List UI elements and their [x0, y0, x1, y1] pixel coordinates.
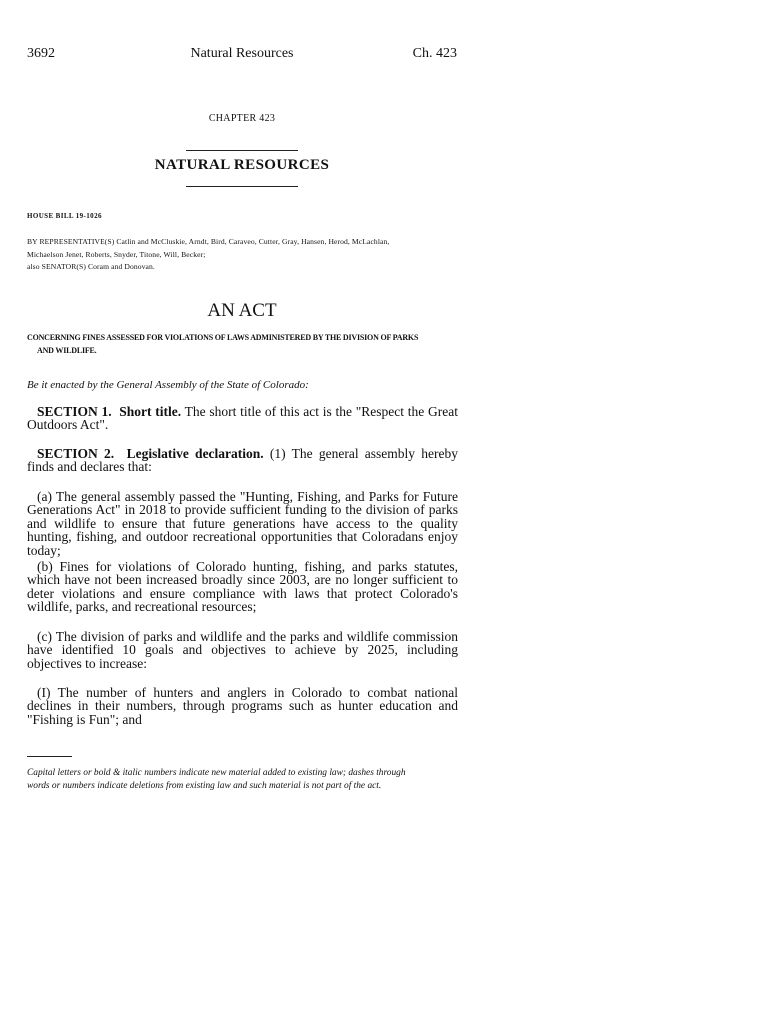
title-rule-bottom: [186, 186, 298, 187]
paragraph-b: [27, 560, 458, 614]
paragraph-c: [27, 630, 458, 670]
page-number: 3692: [27, 46, 55, 61]
paragraph-a: [27, 490, 458, 557]
section-label: SECTION 2.: [37, 446, 115, 461]
enacting-clause: Be it enacted by the General Assembly of the State of Colorado:: [27, 379, 309, 391]
footnote-rule: [27, 756, 72, 757]
paragraph-text: (a) The general assembly passed the "Hunting, Fishing, and Parks for Future Generations Act" in 2018 to provide sufficient funding to the division of parks and wildlife to ensure that future generations have access to the quality hunting, fishing, and outdoor recreational opportunities that Coloradans enjoy today;: [27, 489, 458, 558]
bill-number: HOUSE BILL 19-1026: [27, 212, 102, 220]
section-text: The short title of this act is the "Respect the Great Outdoors Act".: [27, 404, 459, 433]
running-header-chapter: Ch. 423: [412, 46, 457, 61]
paragraph-i: [27, 686, 458, 726]
sponsors-line: also SENATOR(S) Coram and Donovan.: [27, 262, 155, 271]
sponsors-line: Michaelson Jenet, Roberts, Snyder, Titone, Will, Becker;: [27, 249, 206, 259]
title-rule-top: [186, 150, 298, 151]
concerning-clause: [27, 332, 460, 357]
concerning-line: AND WILDLIFE.: [37, 345, 97, 355]
paragraph-text: (I) The number of hunters and anglers in Colorado to combat national declines in their numbers, through programs such as hunter education and "Fishing is Fun"; and: [27, 685, 458, 727]
footnote-line: words or numbers indicate deletions from existing law and such material is not part of the act.: [27, 780, 382, 791]
section-title: Short title.: [119, 404, 182, 419]
section-1-paragraph: [27, 405, 458, 432]
footnote: [27, 767, 467, 792]
section-2-paragraph: [27, 447, 458, 474]
paragraph-text: (b) Fines for violations of Colorado hunting, fishing, and parks statutes, which have not been increased broadly since 2003, are no longer sufficient to deter violations and ensure compliance with laws that protect Colorado's wildlife, parks, and recreational resources;: [27, 559, 458, 615]
sponsors-block: [27, 236, 467, 274]
running-header-subject: Natural Resources: [190, 46, 294, 61]
section-text: (1) The general assembly hereby finds and declares that:: [27, 446, 459, 475]
sponsors-line: BY REPRESENTATIVE(S) Catlin and McCluskie, Arndt, Bird, Caraveo, Cutter, Gray, Hansen, Herod, McLachlan,: [27, 237, 390, 246]
chapter-label: CHAPTER 423: [208, 113, 276, 124]
section-title: Legislative declaration.: [126, 446, 264, 461]
document-title: NATURAL RESOURCES: [154, 157, 330, 173]
paragraph-text: (c) The division of parks and wildlife and the parks and wildlife commission have identified 10 goals and objectives to achieve by 2025, including objectives to increase:: [27, 629, 458, 671]
concerning-line: CONCERNING FINES ASSESSED FOR VIOLATIONS OF LAWS ADMINISTERED BY THE DIVISION OF PARKS: [27, 333, 419, 342]
act-heading: AN ACT: [207, 300, 277, 321]
footnote-line: Capital letters or bold & italic numbers indicate new material added to existing law; dashes through: [27, 768, 406, 778]
section-label: SECTION 1.: [37, 404, 112, 419]
